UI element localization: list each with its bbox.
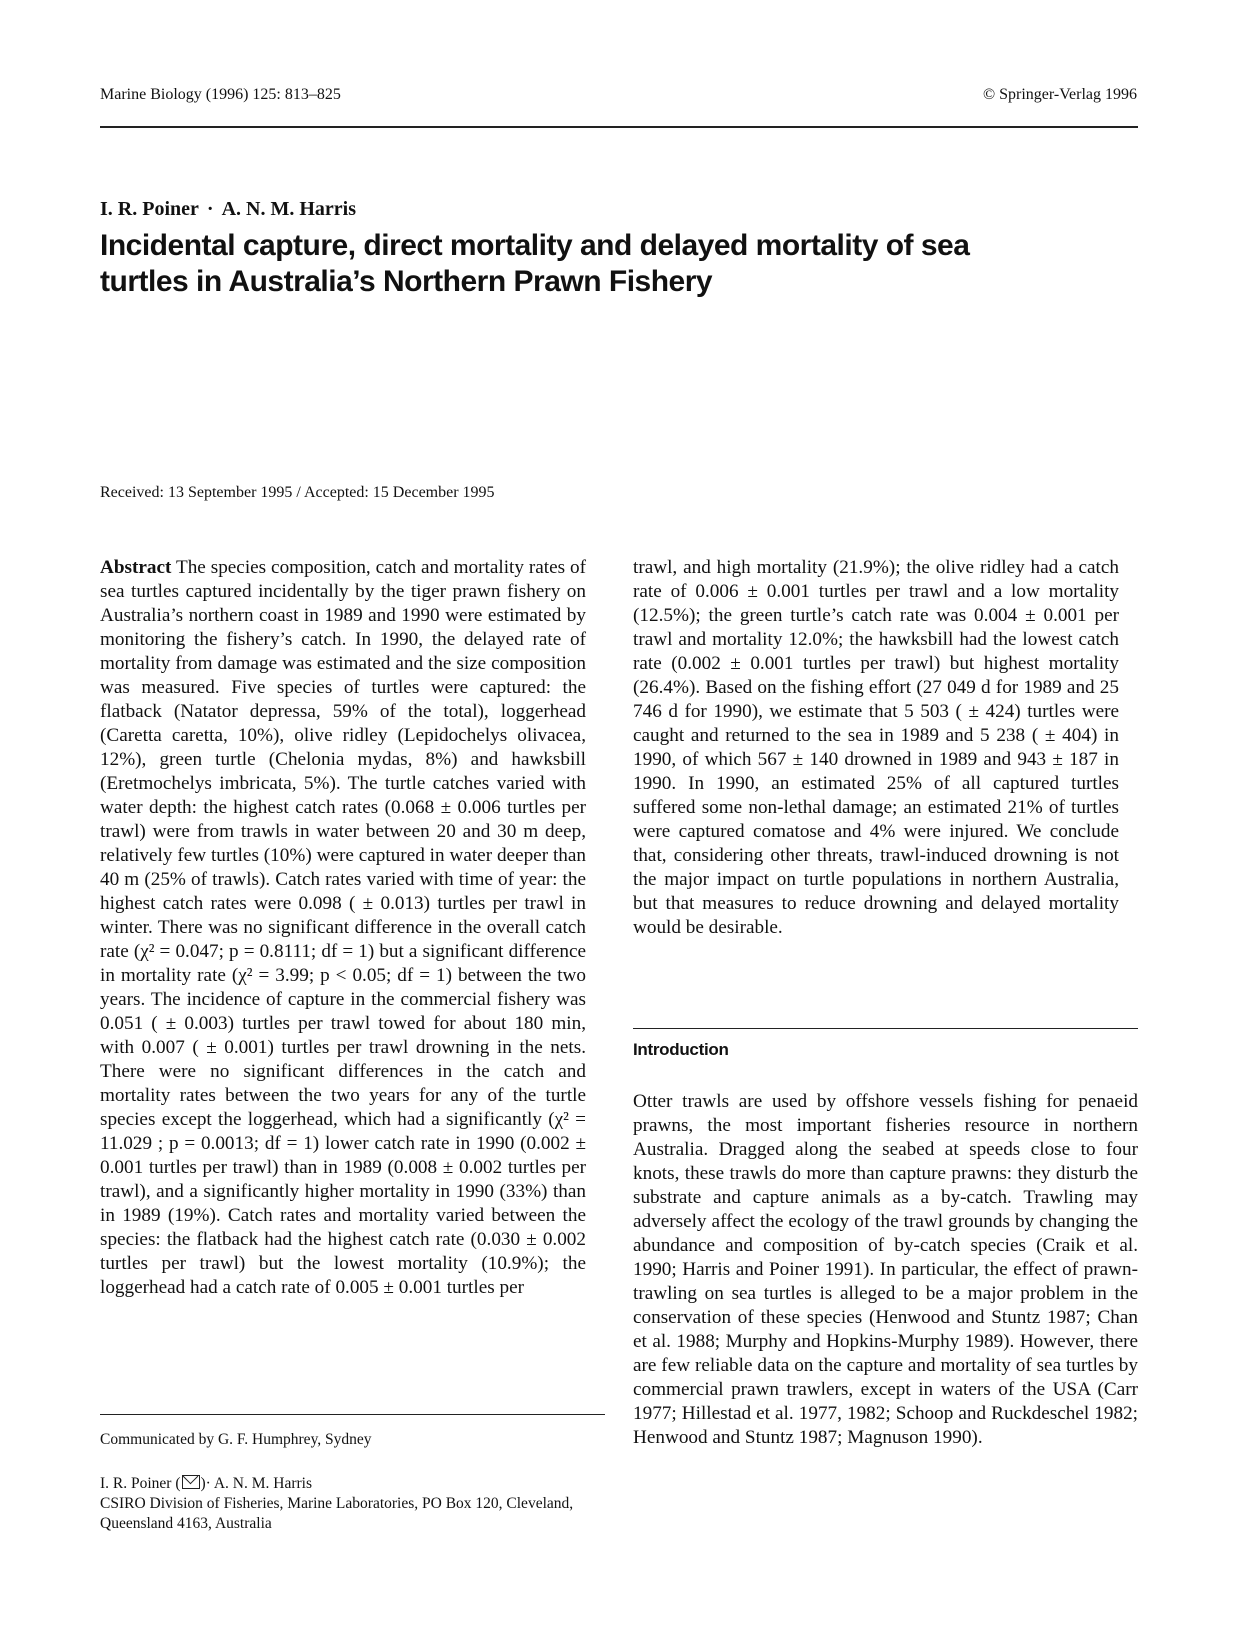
section-rule bbox=[633, 1028, 1138, 1029]
section-heading-introduction: Introduction bbox=[633, 1040, 729, 1059]
received-dates: Received: 13 September 1995 / Accepted: 15 December 1995 bbox=[100, 484, 495, 501]
corresponding-author: I. R. Poiner ( )· A. N. M. Harris bbox=[100, 1475, 313, 1492]
author-name: I. R. Poiner bbox=[100, 198, 199, 220]
header-rule bbox=[100, 126, 1138, 128]
article-title: Incidental capture, direct mortality and delayed mortality of sea turtles in Australia’s Northern Prawn Fishery bbox=[100, 229, 970, 298]
communicated-by: Communicated by G. F. Humphrey, Sydney bbox=[100, 1431, 372, 1448]
introduction-text: Otter trawls are used by offshore vessels fishing for penaeid prawns, the most important fisheries resource in northern Australia. Dragged along the seabed at speeds close to four knots, these trawls do more than capture prawns: they disturb the substrate and capture animals as a by-catch. Trawling may adversely affect the ecology of the trawl grounds by changing the abundance and composition of by-catch species (Craik et al. 1990; Harris and Poiner 1991). In particular, the effect of prawn-trawling on sea turtles is alleged to be a major problem in the conservation of these species (Henwood and Stuntz 1987; Chan et al. 1988; Murphy and Hopkins-Murphy 1989). However, there are few reliable data on the capture and mortality of sea turtles by commercial prawn trawlers, except in waters of the USA (Carr 1977; Hillestad et al. 1977, 1982; Schoop and Ruckdeschel 1982; Henwood and Stuntz 1987; Magnuson 1990). bbox=[633, 1091, 1138, 1448]
author-affiliation bbox=[100, 1474, 605, 1534]
abstract-text: The species composition, catch and mortality rates of sea turtles captured incidentally by the tiger prawn fishery on Australia’s northern coast in 1989 and 1990 were estimated by monitoring the fishery’s catch. In 1990, the delayed rate of mortality from damage was estimated and the size composition was measured. Five species of turtles were captured: the flatback (Natator depressa, 59% of the total), loggerhead (Caretta caretta, 10%), olive ridley (Lepidochelys olivacea, 12%), green turtle (Chelonia mydas, 8%) and hawksbill (Eretmochelys imbricata, 5%). The turtle catches varied with water depth: the highest catch rates (0.068 ± 0.006 turtles per trawl) were from trawls in water between 20 and 30 m deep, relatively few turtles (10%) were captured in water deeper than 40 m (25% of trawls). Catch rates varied with time of year: the highest catch rates were 0.098 ( ± 0.013) turtles per trawl in winter. There was no significant difference in the overall catch rate (χ² = 0.047; p = 0.8111; df = 1) but a significant difference in mortality rate (χ² = 3.99; p < 0.05; df = 1) between the two years. The incidence of capture in the commercial fishery was 0.051 ( ± 0.003) turtles per trawl towed for about 180 min, with 0.007 ( ± 0.001) turtles per trawl drowning in the nets. There were no significant differences in the catch and mortality rates between the two years for any of the turtle species except the loggerhead, which had a significantly (χ² = 11.029 ; p = 0.0013; df = 1) lower catch rate in 1990 (0.002 ± 0.001 turtles per trawl) than in 1989 (0.008 ± 0.002 turtles per trawl), and a significantly higher mortality in 1990 (33%) than in 1989 (19%). Catch rates and mortality varied between the species: the flatback had the highest catch rate (0.030 ± 0.002 turtles per trawl) but the lowest mortality (10.9%); the loggerhead had a catch rate of 0.005 ± 0.001 turtles per bbox=[100, 557, 586, 1298]
copyright-notice: © Springer-Verlag 1996 bbox=[982, 86, 1137, 103]
abstract-label: Abstract bbox=[100, 557, 172, 578]
author-separator: · bbox=[206, 198, 214, 220]
author-line bbox=[100, 198, 356, 221]
abstract-text-continued: trawl, and high mortality (21.9%); the olive ridley had a catch rate of 0.006 ± 0.001 turtles per trawl and a low mortality (12.5%); the green turtle’s catch rate was 0.004 ± 0.001 per trawl and mortality 12.0%; the hawksbill had the lowest catch rate (0.002 ± 0.001 turtles per trawl) but highest mortality (26.4%). Based on the fishing effort (27 049 d for 1989 and 25 746 d for 1990), we estimate that 5 503 ( ± 424) turtles were caught and returned to the sea in 1989 and 5 238 ( ± 404) in 1990, of which 567 ± 140 drowned in 1989 and 943 ± 187 in 1990. In 1990, an estimated 25% of all captured turtles suffered some non-lethal damage; an estimated 21% of turtles were captured comatose and 4% were injured. We conclude that, considering other threats, trawl-induced drowning is not the major impact on turtle populations in northern Australia, but that measures to reduce drowning and delayed mortality would be desirable. bbox=[633, 557, 1119, 938]
affiliation-address: CSIRO Division of Fisheries, Marine Laboratories, PO Box 120, Cleveland, Queensland 4163, Australia bbox=[100, 1495, 574, 1532]
author-name: A. N. M. Harris bbox=[221, 198, 356, 220]
envelope-icon bbox=[182, 1475, 200, 1489]
abstract-right-column bbox=[633, 556, 1119, 940]
abstract-left-column bbox=[100, 556, 586, 1300]
footnote-rule bbox=[100, 1414, 605, 1415]
journal-citation: Marine Biology (1996) 125: 813–825 bbox=[100, 86, 341, 103]
